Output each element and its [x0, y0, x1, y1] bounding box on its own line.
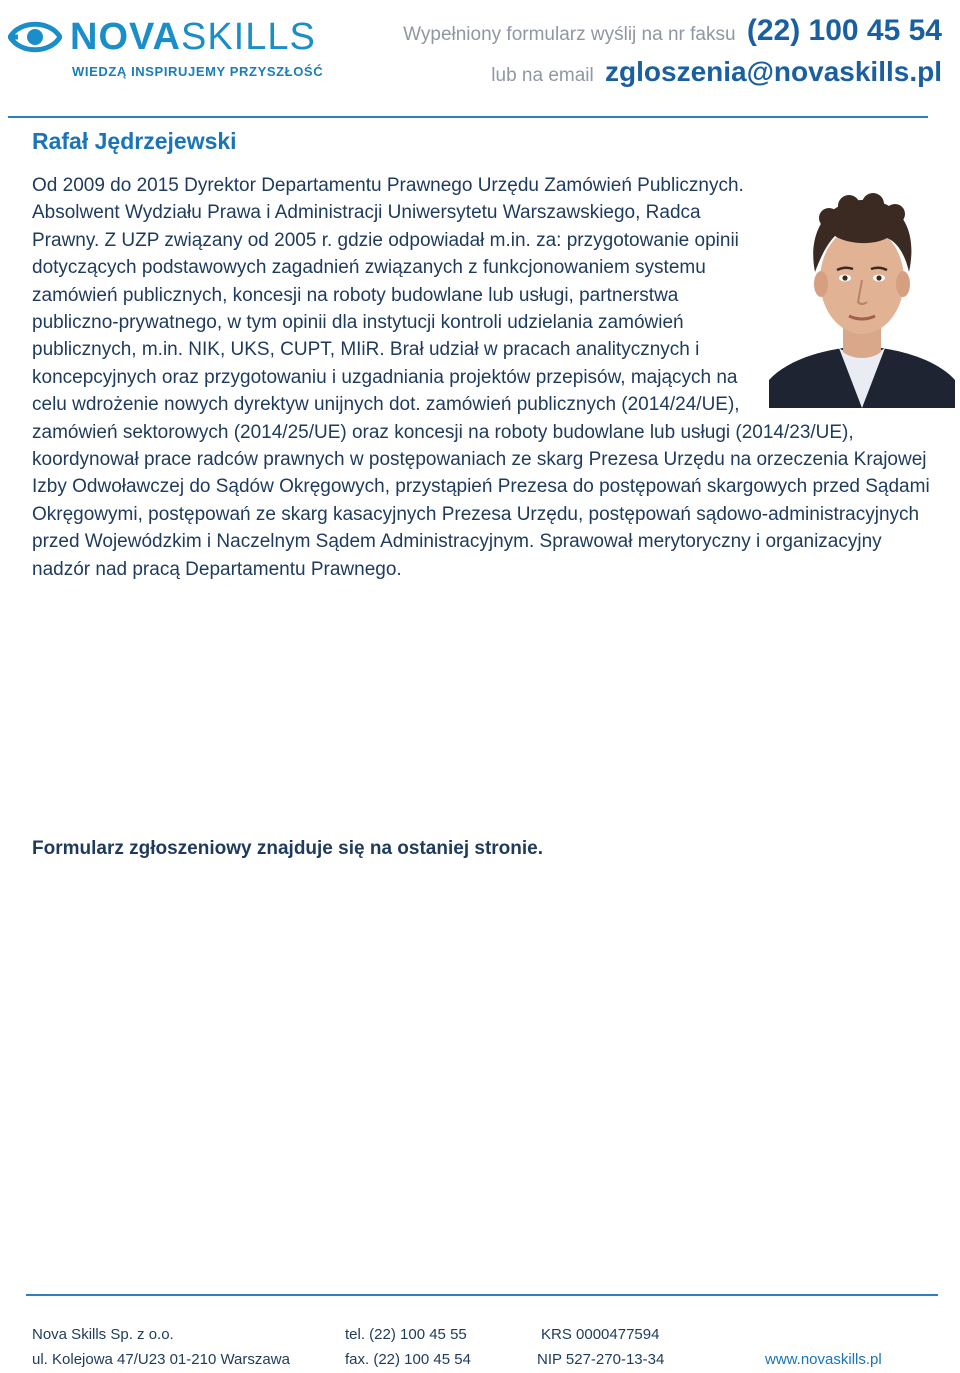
photo-spacer [748, 172, 944, 414]
logo-word-bold: NOVA [70, 16, 181, 58]
footer-nip: NIP 527-270-13-34 [537, 1351, 665, 1368]
form-location-note: Formularz zgłoszeniowy znajduje się na ostaniej stronie. [32, 838, 543, 859]
footer-phone: tel. (22) 100 45 55 [345, 1326, 467, 1343]
email-label: lub na email [491, 65, 594, 86]
person-name: Rafał Jędrzejewski [32, 128, 237, 154]
logo-tagline: WIEDZĄ INSPIRUJEMY PRZYSZŁOŚĆ [72, 64, 324, 79]
novaskills-logo [6, 10, 351, 85]
biography [32, 172, 944, 583]
footer-company: Nova Skills Sp. z o.o. [32, 1326, 174, 1343]
page-header [0, 0, 960, 118]
logo-wordmark [70, 14, 316, 60]
footer-krs: KRS 0000477594 [541, 1326, 660, 1343]
fax-label: Wypełniony formularz wyślij na nr faksu [403, 24, 736, 45]
footer-website-link[interactable]: www.novaskills.pl [765, 1351, 882, 1368]
page-footer [0, 1320, 960, 1373]
fax-number: (22) 100 45 54 [746, 14, 942, 47]
footer-address: ul. Kolejowa 47/U23 01-210 Warszawa [32, 1351, 290, 1368]
eye-logo-icon [8, 14, 62, 60]
biography-text: Od 2009 do 2015 Dyrektor Departamentu Prawnego Urzędu Zamówień Publicznych. Absolwent Wydziału Prawa i Administracji Uniwersytetu Warszawskiego, Radca Prawny. Z UZP związany od 2005 r. gdzie odpowiadał m.in. za: przygotowanie opinii dotyczących podstawowych zagadnień związanych z funkcjonowaniem systemu zamówień publicznych, koncesji na roboty budowlane lub usługi, partnerstwa publiczno-prywatnego, w tym opinii dla instytucji kontroli udzielania zamówień publicznych, m.in. NIK, UKS, CUPT, MIiR. Brał udział w pracach analitycznych i koncepcyjnych oraz przygotowaniu i uzgadniania projektów przepisów, mających na celu wdrożenie nowych dyrektyw unijnych dot. zamówień publicznych (2014/24/UE), zamówień sektorowych (2014/25/UE) oraz koncesji na roboty budowlane lub usługi (2014/23/UE), koordynował prace radców prawnych w postępowaniach ze skarg Prezesa Urzędu na orzeczenia Krajowej Izby Odwoławczej do Sądów Okręgowych, przystąpień Prezesa do postępowań skargowych przed Sądami Okręgowymi, postępowań ze skarg kasacyjnych Prezesa Urzędu, postępowań sądowo-administracyjnych przed Wojewódzkim i Naczelnym Sądem Administracyjnym. Sprawował merytoryczny i organizacyjny nadzór nad pracą Departamentu Prawnego. [32, 175, 930, 580]
logo-word-light: SKILLS [180, 16, 316, 58]
email-link[interactable]: zgloszenia@novaskills.pl [605, 56, 942, 87]
fax-instruction [403, 14, 942, 48]
header-divider [8, 116, 928, 118]
footer-divider [26, 1294, 938, 1296]
email-instruction [491, 56, 942, 88]
footer-fax: fax. (22) 100 45 54 [345, 1351, 471, 1368]
